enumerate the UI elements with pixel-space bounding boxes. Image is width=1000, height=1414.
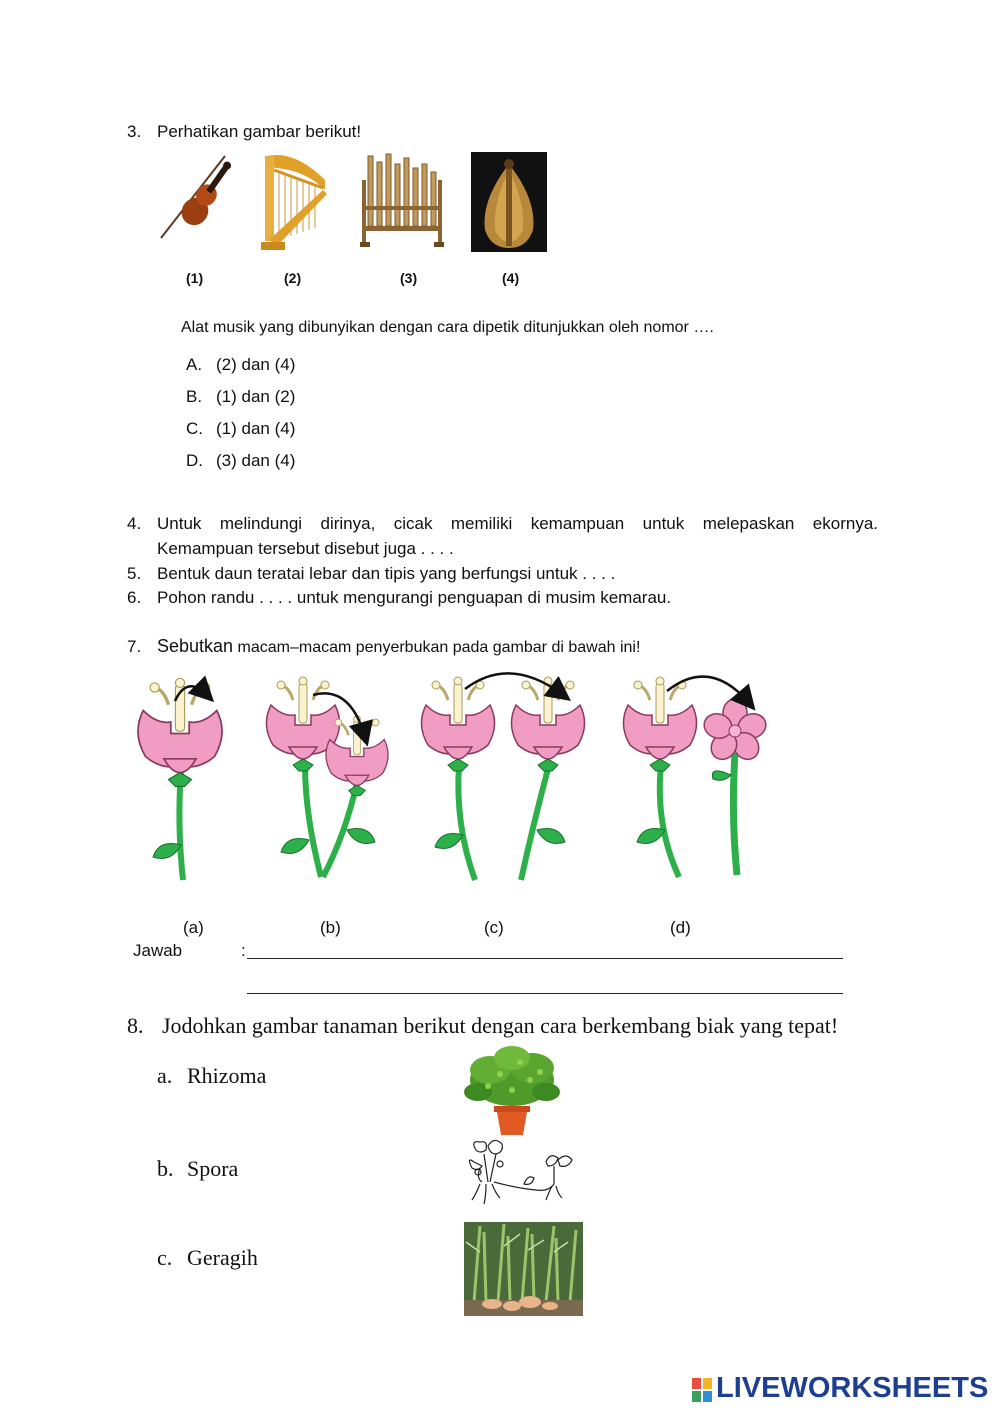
ginger-rhizome-image[interactable] — [464, 1222, 583, 1316]
q7-answer-line-1[interactable] — [247, 958, 843, 959]
q7-prompt — [157, 636, 640, 657]
q4-line2: Kemampuan tersebut disebut juga . . . . — [157, 539, 454, 558]
q7-answer-colon: : — [241, 941, 246, 960]
flower-b — [266, 677, 388, 877]
q4-line1: Untuk melindungi dirinya, cicak memiliki kemampuan untuk melepaskan ekornya. — [157, 514, 878, 533]
q7-label-c: (c) — [484, 918, 504, 937]
q5-number: 5. — [127, 564, 142, 583]
harp-icon — [255, 150, 335, 252]
q8-item-b-letter: b. — [157, 1156, 174, 1181]
q3-number: 3. — [127, 122, 142, 141]
q8-item-c-letter: c. — [157, 1245, 173, 1270]
q3-image-label-2: (2) — [284, 270, 302, 286]
flower-c — [421, 673, 584, 880]
q7-label-b: (b) — [320, 918, 341, 937]
flower-d — [623, 677, 769, 877]
q3-option-c-letter: C. — [186, 419, 203, 438]
q7-answer-label: Jawab — [133, 941, 183, 960]
q3-option-d-letter: D. — [186, 451, 203, 470]
q7-number: 7. — [127, 637, 142, 656]
q3-option-a-letter: A. — [186, 355, 203, 374]
q7-label-d: (d) — [670, 918, 691, 937]
q3-option-d[interactable]: (3) dan (4) — [216, 451, 296, 470]
q3-option-c[interactable]: (1) dan (4) — [216, 419, 296, 438]
fern-pot-image[interactable] — [460, 1040, 564, 1138]
violin-icon — [155, 150, 235, 245]
pollination-illustration — [125, 665, 785, 895]
q8-number: 8. — [127, 1013, 144, 1038]
angklung-icon — [360, 150, 445, 250]
strawberry-runner-image[interactable] — [466, 1138, 578, 1216]
q4-number: 4. — [127, 514, 142, 533]
q8-item-a[interactable]: Rhizoma — [187, 1063, 267, 1088]
q8-item-c[interactable]: Geragih — [187, 1245, 258, 1270]
q6-text: Pohon randu . . . . untuk mengurangi penguapan di musim kemarau. — [157, 588, 672, 607]
liveworksheets-brand[interactable]: LIVEWORKSHEETS — [716, 1372, 989, 1404]
liveworksheets-logo-icon — [692, 1378, 712, 1402]
q7-answer-line-2[interactable] — [247, 993, 843, 994]
q3-image-label-4: (4) — [502, 270, 520, 286]
q8-item-a-letter: a. — [157, 1063, 173, 1088]
q3-option-a[interactable]: (2) dan (4) — [216, 355, 296, 374]
q5-text: Bentuk daun teratai lebar dan tipis yang berfungsi untuk . . . . — [157, 564, 616, 583]
q3-question: Alat musik yang dibunyikan dengan cara dipetik ditunjukkan oleh nomor …. — [181, 319, 714, 336]
q3-image-label-3: (3) — [400, 270, 418, 286]
q3-prompt: Perhatikan gambar berikut! — [157, 122, 362, 141]
q3-option-b[interactable]: (1) dan (2) — [216, 387, 296, 406]
q3-image-label-1: (1) — [186, 270, 204, 286]
q6-number: 6. — [127, 588, 142, 607]
q7-prompt-start: Sebutkan — [157, 636, 234, 656]
q3-option-b-letter: B. — [186, 387, 203, 406]
sasando-icon — [471, 152, 547, 252]
q7-label-a: (a) — [183, 918, 204, 937]
flower-a — [138, 678, 222, 880]
q7-prompt-rest: macam–macam penyerbukan pada gambar di bawah ini! — [233, 639, 641, 656]
q8-item-b[interactable]: Spora — [187, 1156, 239, 1181]
q8-prompt: Jodohkan gambar tanaman berikut dengan cara berkembang biak yang tepat! — [162, 1013, 839, 1038]
